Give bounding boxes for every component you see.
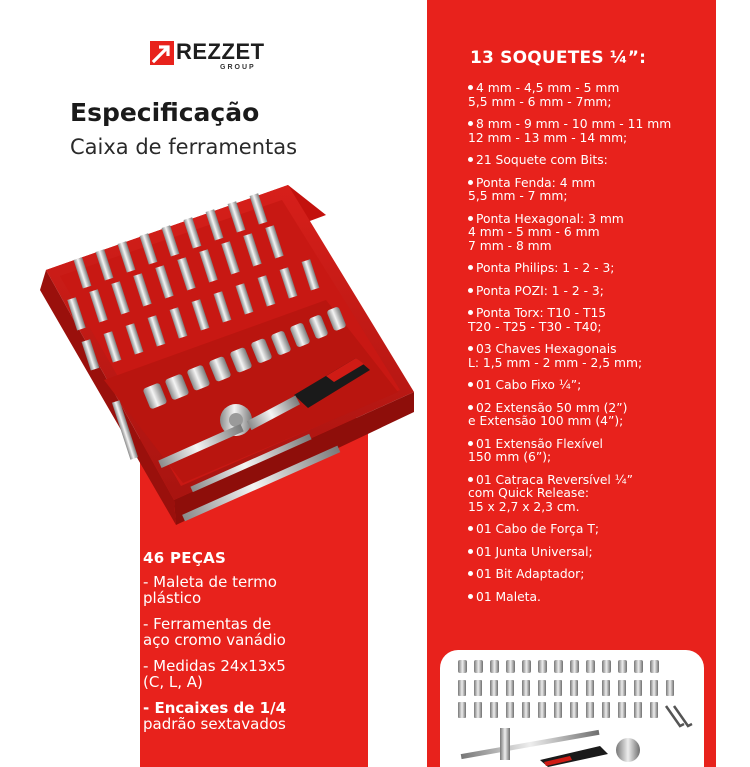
- list-item: Ponta Fenda: 4 mm 5,5 mm - 7 mm;: [468, 175, 596, 203]
- bullet-icon: [468, 157, 473, 162]
- page-subtitle: Caixa de ferramentas: [70, 135, 298, 159]
- bullet-icon: [468, 571, 473, 576]
- brand-logo: [150, 40, 265, 72]
- bullet-icon: [468, 477, 473, 482]
- bullet-icon: [468, 265, 473, 270]
- contents-list: [468, 82, 708, 613]
- list-item: Ponta POZI: 1 - 2 - 3;: [468, 285, 708, 299]
- list-item: Ponta Hexagonal: 3 mm 4 mm - 5 mm - 6 mm 7 mm - 8 mm: [468, 211, 624, 253]
- list-item: 21 Soquete com Bits:: [468, 154, 708, 168]
- brand-name: REZZET: [176, 39, 265, 64]
- bullet-icon: [468, 441, 473, 446]
- specs-block: [143, 548, 363, 742]
- page-title: Especificação: [70, 98, 260, 127]
- bullet-icon: [468, 346, 473, 351]
- list-item: Ponta Philips: 1 - 2 - 3;: [468, 262, 708, 276]
- list-item: 01 Junta Universal;: [468, 546, 708, 560]
- spec-fitting-rest: padrão sextavados: [143, 715, 286, 733]
- bullet-icon: [468, 288, 473, 293]
- bullet-icon: [468, 382, 473, 387]
- list-item: 01 Cabo de Força T;: [468, 523, 708, 537]
- bullet-icon: [468, 180, 473, 185]
- page-heading: [70, 97, 297, 161]
- bullet-icon: [468, 216, 473, 221]
- tools-photo: [440, 650, 704, 767]
- bullet-icon: [468, 85, 473, 90]
- list-item: 8 mm - 9 mm - 10 mm - 11 mm 12 mm - 13 mm - 14 mm;: [468, 117, 672, 145]
- spec-item-fitting: [143, 700, 363, 732]
- list-item: 01 Extensão Flexível 150 mm (6”);: [468, 436, 603, 464]
- spec-item: - Maleta de termo plástico: [143, 573, 277, 607]
- bullet-icon: [468, 526, 473, 531]
- bullet-icon: [468, 594, 473, 599]
- logo-arrow-icon: [150, 41, 174, 65]
- tool-case-image: [26, 180, 426, 540]
- specs-heading: 46 PEÇAS: [143, 549, 227, 567]
- contents-heading: 13 SOQUETES ¼”:: [470, 48, 647, 68]
- bullet-icon: [468, 121, 473, 126]
- list-item: 02 Extensão 50 mm (2”) e Extensão 100 mm (4”);: [468, 400, 628, 428]
- list-item: 01 Cabo Fixo ¼”;: [468, 379, 708, 393]
- bullet-icon: [468, 549, 473, 554]
- list-item: 4 mm - 4,5 mm - 5 mm 5,5 mm - 6 mm - 7mm;: [468, 81, 620, 109]
- brand-sub: GROUP: [220, 64, 256, 71]
- bullet-icon: [468, 310, 473, 315]
- bullet-icon: [468, 405, 473, 410]
- list-item: 01 Catraca Reversível ¼” com Quick Release: 15 x 2,7 x 2,3 cm.: [468, 472, 634, 514]
- list-item: 01 Bit Adaptador;: [468, 568, 708, 582]
- list-item: Ponta Torx: T10 - T15 T20 - T25 - T30 - T40;: [468, 306, 607, 334]
- spec-item: - Medidas 24x13x5 (C, L, A): [143, 657, 286, 691]
- spec-fitting-bold: - Encaixes de 1/4: [143, 699, 287, 717]
- list-item: 01 Maleta.: [468, 591, 708, 605]
- list-item: 03 Chaves Hexagonais L: 1,5 mm - 2 mm - 2,5 mm;: [468, 342, 643, 370]
- spec-item: - Ferramentas de aço cromo vanádio: [143, 615, 286, 649]
